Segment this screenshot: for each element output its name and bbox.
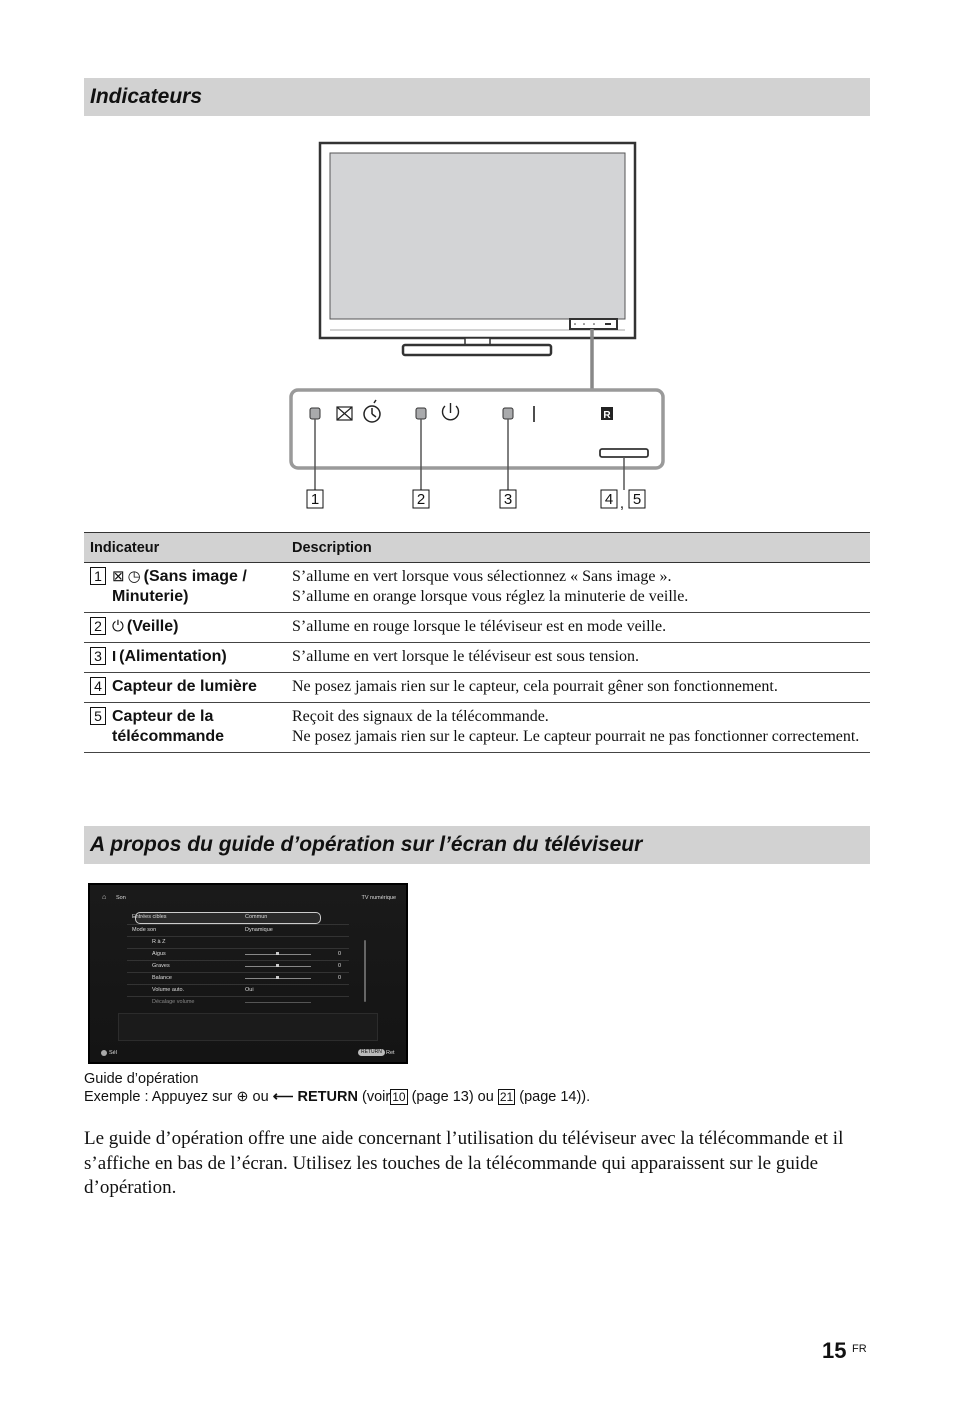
body-paragraph: Le guide d’opération offre une aide concernant l’utilisation du téléviseur avec la télécommande et il s’affiche en bas de l’écran. Utilisez les touches de la télécommande qui apparaissent sur le guide d’opération.	[84, 1128, 844, 1198]
row-label: (Sans image / Minuterie)	[112, 568, 247, 605]
row-label: (Veille)	[126, 618, 179, 635]
ref-number: 10	[392, 1090, 406, 1104]
svg-text:R: R	[603, 410, 611, 421]
list-item: R à Z	[127, 936, 349, 948]
scrollbar	[364, 940, 366, 1002]
power-on-icon: I	[112, 648, 117, 665]
row-number: 4	[90, 677, 106, 695]
osd-footer-select: Sél	[109, 1050, 117, 1056]
osd-screenshot	[88, 883, 408, 1064]
caption-example: Exemple : Appuyez sur ⊕ ou ⟵ RETURN (voir 10 (page 13) ou 21 (page 14)).	[84, 1089, 591, 1105]
row-number: 2	[90, 617, 106, 635]
select-button-icon	[101, 1050, 107, 1056]
osd-source: TV numérique	[361, 895, 396, 901]
row-desc: S’allume en rouge lorsque le téléviseur est en mode veille.	[292, 618, 667, 635]
timer-icon: ◷	[127, 568, 141, 585]
row-desc: Reçoit des signaux de la télécommande.	[292, 708, 549, 725]
table-header-row	[84, 533, 870, 563]
row-desc: S’allume en orange lorsque vous réglez la minuterie de veille.	[292, 588, 689, 605]
row-number: 5	[90, 707, 106, 725]
table-row	[84, 643, 870, 673]
callout-2: 2	[416, 491, 426, 508]
tv-indicator-diagram	[285, 138, 670, 518]
list-item: Balance 0	[127, 972, 349, 984]
osd-return-pill: RETURN	[358, 1049, 385, 1056]
row-number: 1	[90, 567, 106, 585]
callout-3: 3	[503, 491, 513, 508]
standby-power-icon: ⏻	[112, 618, 124, 635]
callout-4: 4	[604, 491, 614, 508]
row-label: Capteur de lumière	[112, 678, 257, 695]
header-description: Description	[286, 533, 870, 563]
row-label: Capteur de la télécommande	[112, 708, 225, 745]
return-arrow-icon: ⟵	[272, 1089, 294, 1105]
remote-sensor-icon	[601, 407, 613, 421]
section-title-indicateurs: Indicateurs	[84, 78, 870, 116]
list-item: Décalage volume	[127, 996, 349, 1008]
table-row	[84, 703, 870, 753]
list-item: Volume auto. Oui	[127, 984, 349, 996]
page-language: FR	[852, 1343, 867, 1355]
list-item: Mode son Dynamique	[127, 924, 349, 936]
list-item: Entrées cibles Commun	[132, 914, 268, 920]
slider	[245, 1002, 311, 1003]
section-title-guide: A propos du guide d’opération sur l’écran du téléviseur	[84, 826, 870, 864]
row-desc: S’allume en vert lorsque le téléviseur est sous tension.	[292, 648, 640, 665]
osd-footer-return: Ret	[386, 1050, 395, 1056]
sound-icon: ⌂	[102, 894, 107, 901]
indicator-table	[84, 532, 870, 753]
svg-text:,: ,	[619, 495, 625, 512]
callout-1: 1	[310, 491, 320, 508]
row-desc: Ne posez jamais rien sur le capteur, cela pourrait gêner son fonctionnement.	[292, 678, 778, 695]
osd-menu-title: Son	[116, 895, 126, 901]
ref-number: 21	[499, 1090, 514, 1104]
callout-5: 5	[632, 491, 642, 508]
header-indicateur: Indicateur	[84, 533, 286, 563]
list-item: Aigus 0	[127, 948, 349, 960]
table-row	[84, 673, 870, 703]
row-desc: Ne posez jamais rien sur le capteur. Le capteur pourrait ne pas fonctionner correctement.	[292, 728, 860, 745]
row-number: 3	[90, 647, 106, 665]
row-label: (Alimentation)	[119, 648, 227, 665]
list-item: Graves 0	[127, 960, 349, 972]
caption-title: Guide d’opération	[84, 1071, 199, 1087]
table-row	[84, 563, 870, 613]
table-row	[84, 613, 870, 643]
row-desc: S’allume en vert lorsque vous sélectionnez « Sans image ».	[292, 568, 672, 585]
enter-button-icon: ⊕	[236, 1089, 249, 1105]
picture-off-icon: ⊠	[112, 568, 125, 585]
page-number: 15	[822, 1338, 847, 1363]
osd-help-box	[118, 1013, 378, 1041]
